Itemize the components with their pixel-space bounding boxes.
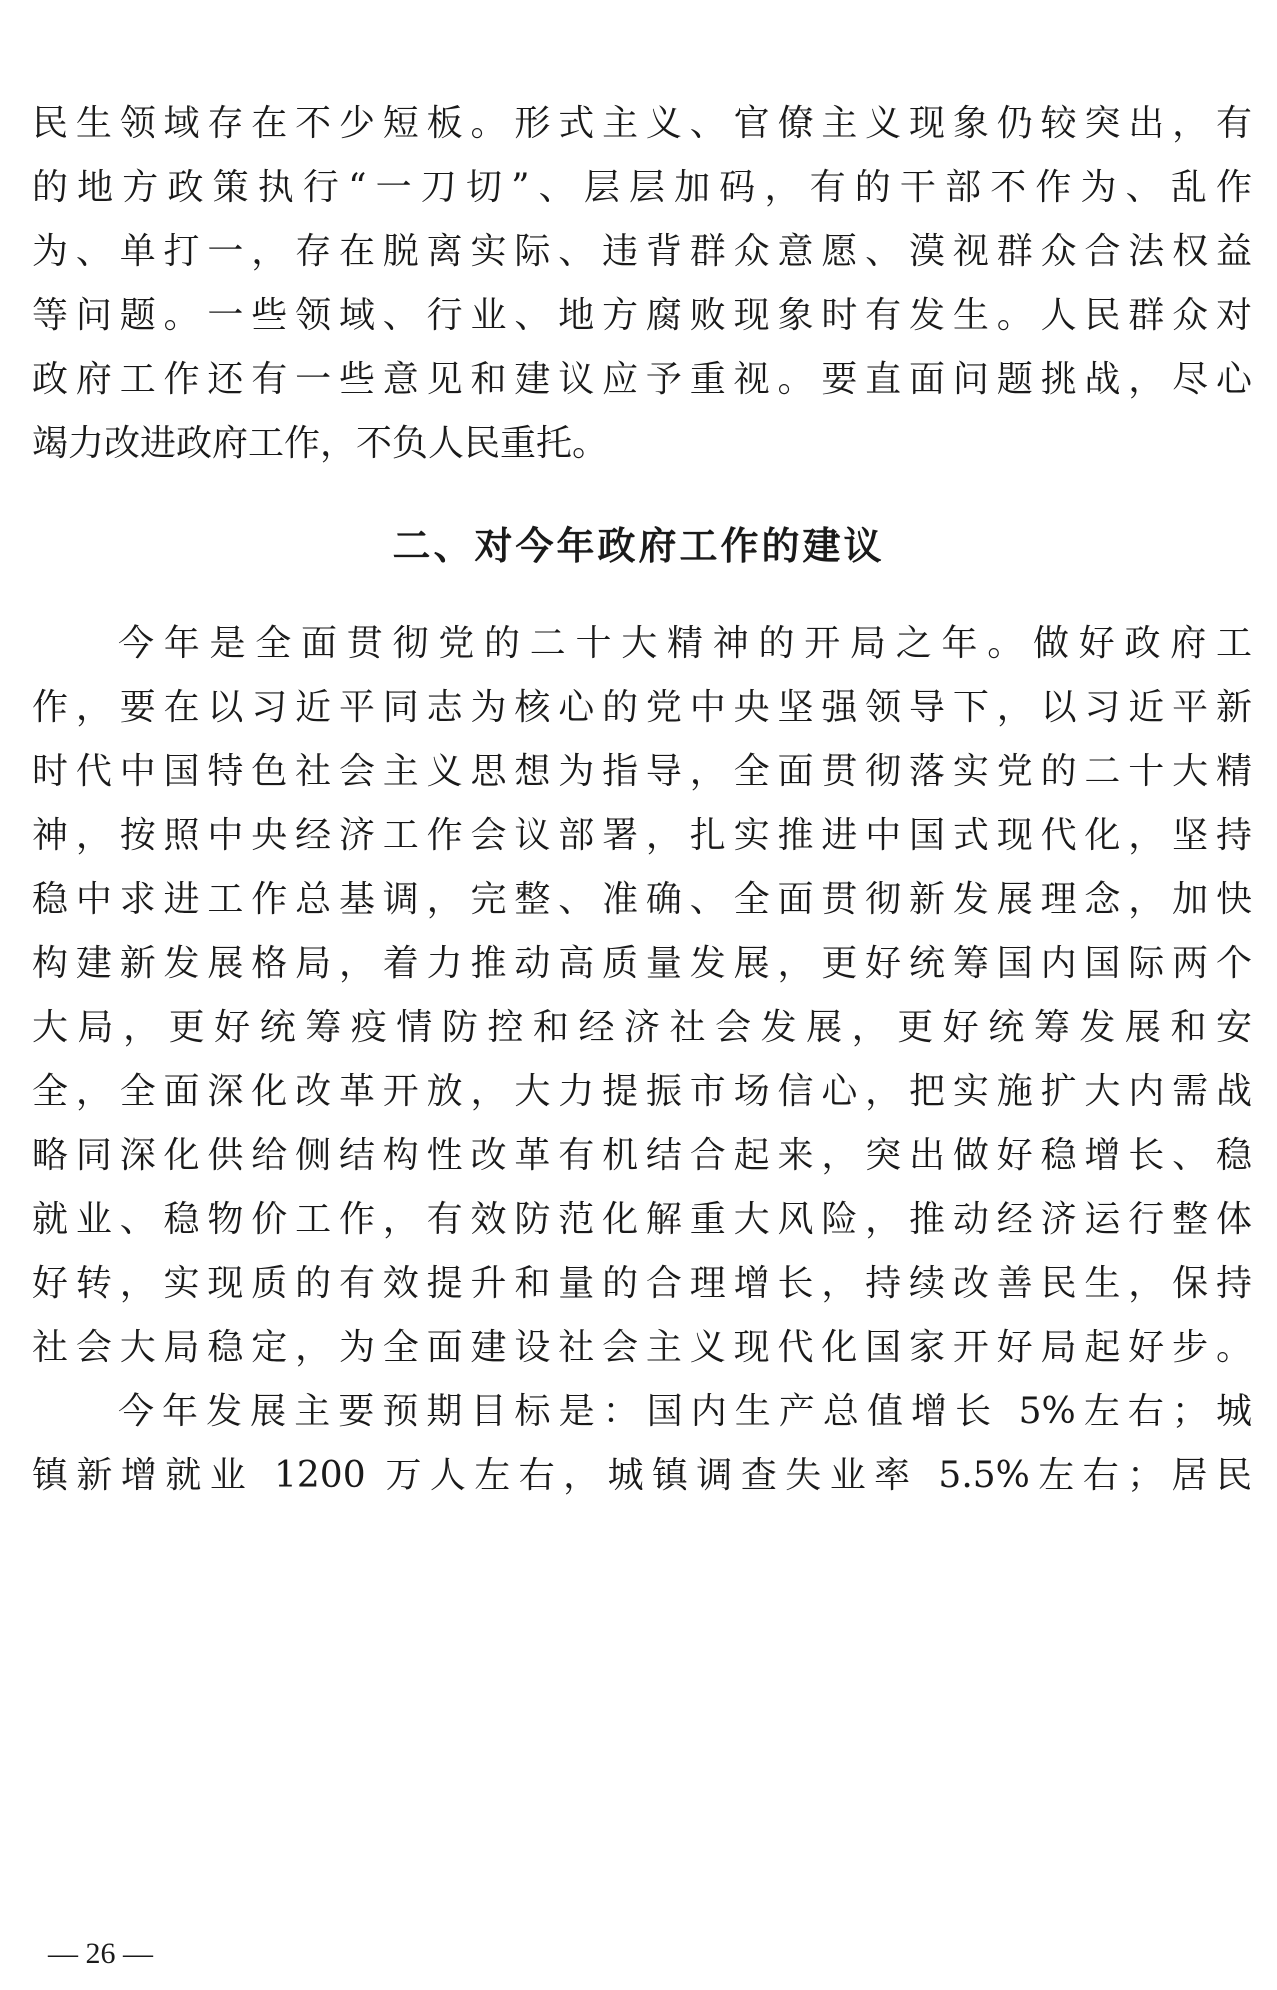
paragraph-1-line-4: 等问题。一些领域、行业、地方腐败现象时有发生。人民群众对 [32,295,1252,336]
paragraph-2-line-8: 全，全面深化改革开放，大力提振市场信心，把实施扩大内需战 [32,1071,1252,1112]
paragraph-2-line-7: 大局，更好统筹疫情防控和经济社会发展，更好统筹发展和安 [32,1007,1252,1048]
paragraph-2-line-1: 今年是全面贯彻党的二十大精神的开局之年。做好政府工 [118,623,1252,664]
paragraph-2-line-5: 稳中求进工作总基调，完整、准确、全面贯彻新发展理念，加快 [32,879,1252,920]
paragraph-3-line-1: 今年发展主要预期目标是：国内生产总值增长 5%左右；城 [118,1391,1252,1432]
paragraph-2-line-6: 构建新发展格局，着力推动高质量发展，更好统筹国内国际两个 [32,943,1252,984]
paragraph-2-line-9: 略同深化供给侧结构性改革有机结合起来，突出做好稳增长、稳 [32,1135,1252,1176]
paragraph-2-line-2: 作，要在以习近平同志为核心的党中央坚强领导下，以习近平新 [32,687,1252,728]
paragraph-2-line-12: 社会大局稳定，为全面建设社会主义现代化国家开好局起好步。 [32,1327,1252,1368]
paragraph-1-line-6: 竭力改进政府工作，不负人民重托。 [32,423,609,464]
paragraph-2-line-10: 就业、稳物价工作，有效防范化解重大风险，推动经济运行整体 [32,1199,1252,1240]
paragraph-1-line-1: 民生领域存在不少短板。形式主义、官僚主义现象仍较突出，有 [32,103,1252,144]
paragraph-2-line-11: 好转，实现质的有效提升和量的合理增长，持续改善民生，保持 [32,1263,1252,1304]
paragraph-1-line-2: 的地方政策执行“一刀切”、层层加码，有的干部不作为、乱作 [32,167,1252,208]
paragraph-1-line-5: 政府工作还有一些意见和建议应予重视。要直面问题挑战，尽心 [32,359,1252,400]
paragraph-2-line-4: 神，按照中央经济工作会议部署，扎实推进中国式现代化，坚持 [32,815,1252,856]
page-number: — 26 — [48,1937,153,1970]
paragraph-3-line-2: 镇新增就业 1200 万人左右，城镇调查失业率 5.5%左右；居民 [32,1455,1252,1496]
paragraph-1-line-3: 为、单打一，存在脱离实际、违背群众意愿、漠视群众合法权益 [32,231,1252,272]
section-heading: 二、对今年政府工作的建议 [392,524,885,568]
paragraph-2-line-3: 时代中国特色社会主义思想为指导，全面贯彻落实党的二十大精 [32,751,1252,792]
